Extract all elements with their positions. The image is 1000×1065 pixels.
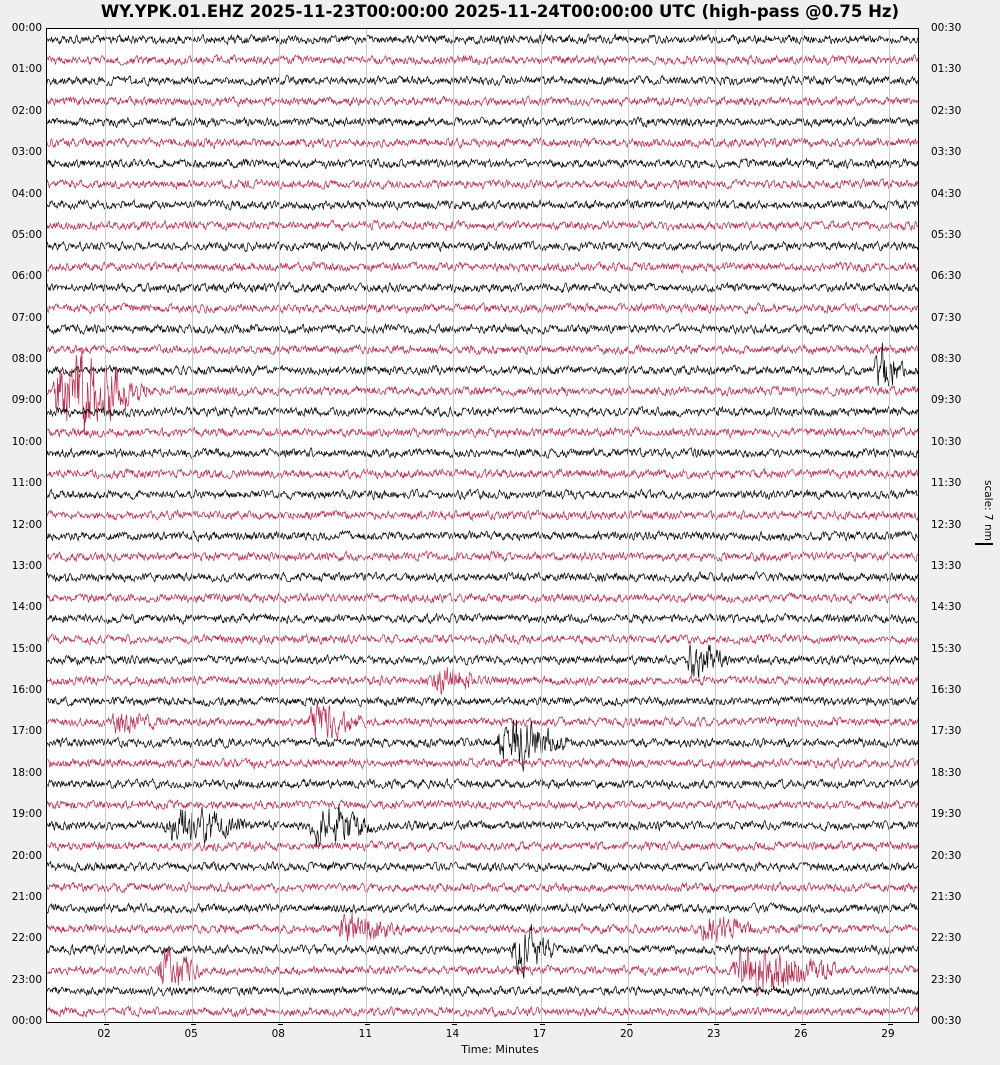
- left-time-axis: [0, 22, 42, 1027]
- trace-row: [47, 779, 918, 789]
- y-axis-tick-label-left: 13:00: [11, 559, 42, 572]
- y-axis-tick-label-right: 02:30: [931, 104, 962, 117]
- x-axis-tick-label: 26: [794, 1028, 808, 1040]
- trace-row: [47, 696, 918, 706]
- y-axis-tick-label-right: 12:30: [931, 518, 962, 531]
- y-axis-tick-label-left: 16:00: [11, 684, 42, 696]
- trace-row: [47, 613, 918, 624]
- gridline: [715, 29, 716, 1022]
- y-axis-tick-label-left: 00:00: [11, 22, 42, 34]
- y-axis-tick-label-left: 21:00: [11, 890, 42, 903]
- y-axis-tick-label-right: 19:30: [931, 808, 962, 821]
- y-axis-tick-label-left: 03:00: [11, 146, 42, 159]
- y-axis-tick-label-left: 12:00: [11, 518, 42, 531]
- trace-row: [47, 720, 918, 772]
- x-axis-tick-label: 17: [532, 1028, 547, 1040]
- x-axis-tickmark: [104, 1024, 109, 1025]
- x-axis-tickmark: [278, 1024, 283, 1025]
- trace-row: [47, 882, 918, 893]
- gridline: [628, 29, 629, 1022]
- y-axis-tick-label-left: 09:00: [11, 394, 42, 407]
- y-axis-tick-label-left: 11:00: [11, 477, 42, 490]
- trace-row: [47, 34, 918, 44]
- trace-row: [47, 469, 918, 480]
- y-axis-tick-label-right: 13:30: [931, 559, 962, 572]
- trace-row: [47, 510, 918, 520]
- y-axis-tick-label-left: 15:00: [11, 642, 42, 655]
- page-title: WY.YPK.01.EHZ 2025-11-23T00:00:00 2025-11-24T00:00:00 UTC (high-pass @0.75 Hz): [100, 2, 900, 21]
- y-axis-tick-label-right: 11:30: [931, 477, 962, 490]
- trace-row: [47, 593, 918, 603]
- trace-plot-area: [46, 28, 919, 1023]
- y-axis-tick-label-right: 05:30: [931, 228, 962, 241]
- y-axis-tick-label-left: 20:00: [11, 849, 42, 862]
- y-axis-tick-label-right: 17:30: [931, 725, 962, 738]
- y-axis-tick-label-left: 04:00: [11, 187, 42, 200]
- y-axis-tick-label-right: 07:30: [931, 311, 962, 324]
- y-axis-tick-label-right: 14:30: [931, 601, 962, 614]
- y-axis-tick-label-right: 23:30: [931, 973, 962, 986]
- x-axis-tick-label: 08: [271, 1028, 285, 1040]
- trace-row: [47, 200, 918, 211]
- x-axis-tick-label: 20: [619, 1028, 634, 1040]
- y-axis-tick-label-left: 01:00: [11, 63, 42, 76]
- trace-row: [47, 489, 918, 500]
- trace-row: [47, 913, 918, 942]
- y-axis-tick-label-left: 06:00: [11, 270, 42, 283]
- scale-bar: [975, 543, 993, 545]
- x-axis-ticks: [46, 1024, 919, 1044]
- x-axis-tick-label: 29: [881, 1028, 895, 1040]
- y-axis-tick-label-left: 14:00: [11, 601, 42, 614]
- trace-row: [47, 75, 918, 86]
- trace-row: [47, 531, 918, 542]
- trace-row: [47, 758, 918, 769]
- trace-row: [47, 348, 918, 434]
- y-axis-tick-label-left: 18:00: [11, 766, 42, 779]
- trace-row: [47, 551, 918, 561]
- x-axis-tickmark: [540, 1024, 545, 1025]
- y-axis-tick-label-right: 03:30: [931, 146, 962, 159]
- trace-row: [47, 634, 918, 645]
- trace-row: [47, 1006, 918, 1016]
- trace-row: [47, 572, 918, 583]
- trace-row: [47, 448, 918, 459]
- y-axis-tick-label-left: 07:00: [11, 311, 42, 324]
- y-axis-tick-label-right: 18:30: [931, 766, 962, 779]
- y-axis-tick-label-right: 00:30: [931, 22, 962, 34]
- trace-row: [47, 667, 918, 694]
- y-axis-tick-label-right: 01:30: [931, 63, 962, 76]
- right-time-axis: [923, 22, 983, 1027]
- trace-row: [47, 96, 918, 107]
- y-axis-tick-label-right: 15:30: [931, 642, 962, 655]
- gridline: [105, 29, 106, 1022]
- trace-row: [47, 241, 918, 252]
- y-axis-tick-label-left: 10:00: [11, 435, 42, 448]
- gridline: [453, 29, 454, 1022]
- trace-row: [47, 262, 918, 273]
- x-axis-tickmark: [365, 1024, 370, 1025]
- trace-row: [47, 804, 918, 847]
- trace-row: [47, 947, 918, 996]
- y-axis-tick-label-left: 17:00: [11, 725, 42, 738]
- x-axis-tick-label: 05: [184, 1028, 198, 1040]
- y-axis-tick-label-left: 05:00: [11, 228, 42, 241]
- trace-row: [47, 282, 918, 293]
- trace-row: [47, 345, 918, 355]
- x-axis-label: Time: Minutes: [461, 1043, 539, 1056]
- trace-row: [47, 55, 918, 66]
- gridline: [889, 29, 890, 1022]
- y-axis-tick-label-right: 08:30: [931, 353, 962, 365]
- y-axis-tick-label-right: 16:30: [931, 684, 962, 696]
- trace-row: [47, 179, 918, 189]
- x-axis-tickmark: [801, 1024, 806, 1025]
- x-axis-tickmark: [191, 1024, 196, 1025]
- gridline: [541, 29, 542, 1022]
- x-axis-tick-label: 23: [707, 1028, 721, 1040]
- scale-label: scale: 7 nm: [982, 480, 994, 541]
- trace-row: [47, 220, 918, 231]
- x-axis-tickmark: [452, 1024, 457, 1025]
- gridline: [366, 29, 367, 1022]
- y-axis-tick-label-right: 20:30: [931, 849, 962, 862]
- trace-row: [47, 702, 918, 739]
- trace-row: [47, 862, 918, 873]
- gridline: [279, 29, 280, 1022]
- gridline: [802, 29, 803, 1022]
- y-axis-tick-label-right: 21:30: [931, 890, 962, 903]
- y-axis-tick-label-left: 19:00: [11, 808, 42, 821]
- trace-row: [47, 986, 918, 996]
- x-axis-tickmark: [714, 1024, 719, 1025]
- trace-row: [47, 841, 918, 852]
- trace-row: [47, 117, 918, 128]
- y-axis-tick-label-left: 23:00: [11, 973, 42, 986]
- gridline: [192, 29, 193, 1022]
- x-axis-tick-label: 14: [445, 1028, 460, 1040]
- x-axis-tick-label: 11: [358, 1028, 373, 1040]
- trace-row: [47, 406, 918, 417]
- trace-row: [47, 303, 918, 314]
- trace-row: [47, 800, 918, 810]
- x-axis-tick-label: 02: [97, 1028, 111, 1040]
- x-axis-tickmark: [888, 1024, 893, 1025]
- trace-row: [47, 323, 918, 334]
- y-axis-tick-label-right: 10:30: [931, 435, 962, 448]
- y-axis-tick-label-right: 00:30: [931, 1015, 962, 1027]
- x-axis-tickmark: [627, 1024, 632, 1025]
- y-axis-tick-label-right: 22:30: [931, 932, 962, 945]
- y-axis-tick-label-right: 06:30: [931, 270, 962, 283]
- y-axis-tick-label-left: 00:00: [11, 1015, 42, 1027]
- trace-row: [47, 903, 918, 914]
- trace-row: [47, 138, 918, 149]
- trace-row: [47, 158, 918, 169]
- trace-row: [47, 427, 918, 438]
- y-axis-tick-label-left: 02:00: [11, 104, 42, 117]
- y-axis-tick-label-right: 09:30: [931, 394, 962, 407]
- trace-row: [47, 644, 918, 678]
- y-axis-tick-label-left: 22:00: [11, 932, 42, 945]
- y-axis-tick-label-left: 08:00: [11, 353, 42, 365]
- y-axis-tick-label-right: 04:30: [931, 187, 962, 200]
- waveform-traces: [47, 29, 918, 1022]
